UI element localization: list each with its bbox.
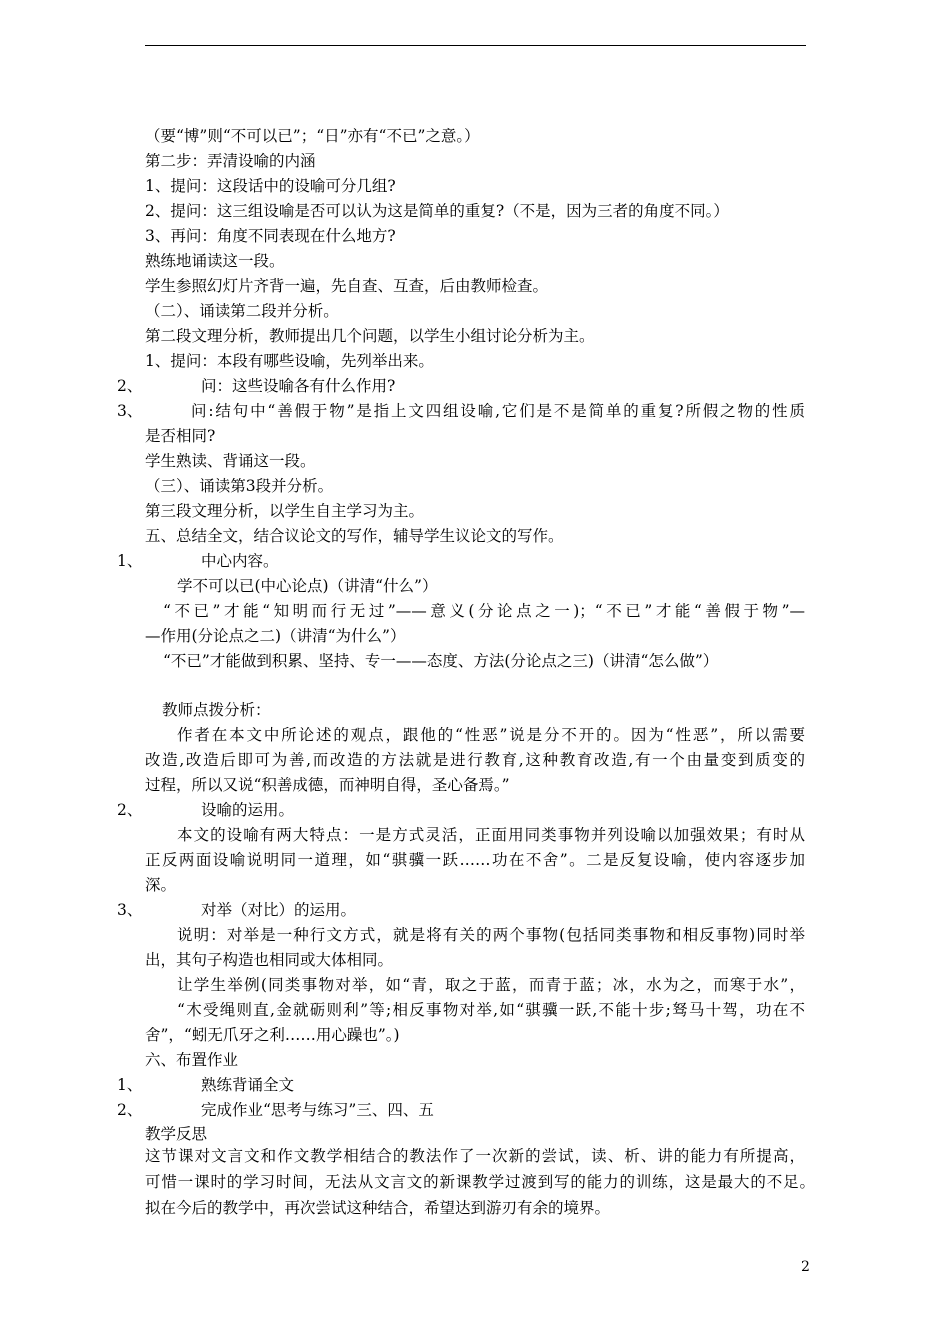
list-number: 1、 (117, 552, 143, 570)
text-line: 教师点拨分析： (162, 701, 271, 719)
header-rule (145, 45, 806, 46)
text-line: 学生熟读、背诵这一段。 (145, 452, 316, 470)
list-number: 2、 (117, 377, 143, 395)
text-line: “不已”才能做到积累、坚持、专一——态度、方法(分论点之三)（讲清“怎么做”） (163, 652, 719, 670)
text-line: 3、再问：角度不同表现在什么地方? (145, 227, 396, 245)
text-line: —作用(分论点之二)（讲清“为什么”） (145, 627, 406, 645)
text-line: 这节课对文言文和作文教学相结合的教法作了一次新的尝试，读、析、讲的能力有所提高， (145, 1147, 805, 1165)
text-line: 设喻的运用。 (201, 801, 295, 819)
text-line: 学不可以已(中心论点)（讲清“什么”） (177, 577, 438, 595)
text-line: 熟练背诵全文 (201, 1076, 295, 1094)
text-line: 六、布置作业 (145, 1051, 239, 1069)
page-number: 2 (801, 1259, 810, 1275)
text-line: “木受绳则直,金就砺则利”等;相反事物对举,如“骐骥一跃,不能十步;驽马十驾，功在不 (177, 1001, 805, 1019)
list-number: 2、 (117, 1101, 143, 1119)
text-line: 问：这些设喻各有什么作用? (201, 377, 396, 395)
text-line: 教学反思 (145, 1125, 208, 1143)
list-number: 1、 (117, 1076, 143, 1094)
text-line: 可惜一课时的学习时间，无法从文言文的新课教学过渡到写的能力的训练，这是最大的不足。 (145, 1173, 815, 1191)
text-line: 是否相同? (145, 427, 216, 445)
text-line: 1、提问：这段话中的设喻可分几组? (145, 177, 396, 195)
text-line: 出，其句子构造也相同或大体相同。 (145, 951, 394, 969)
list-number: 3、 (117, 901, 143, 919)
text-line: （三）、诵读第3段并分析。 (145, 477, 334, 495)
text-line: 中心内容。 (201, 552, 279, 570)
list-number: 2、 (117, 801, 143, 819)
text-line: 让学生举例(同类事物对举，如“青，取之于蓝，而青于蓝；冰，水为之，而寒于水”， (177, 976, 805, 994)
text-line: （要“博”则“不可以已”；“日”亦有“不已”之意。） (145, 127, 480, 145)
text-line: 熟练地诵读这一段。 (145, 252, 285, 270)
text-line: 作者在本文中所论述的观点，跟他的“性恶”说是分不开的。因为“性恶”，所以需要 (177, 726, 805, 744)
text-line: 正反两面设喻说明同一道理，如“骐骥一跃……功在不舍”。二是反复设喻，使内容逐步加 (145, 851, 805, 869)
text-line: 问:结句中“善假于物”是指上文四组设喻,它们是不是简单的重复?所假之物的性质 (191, 402, 805, 420)
text-line: （二）、诵读第二段并分析。 (145, 302, 339, 320)
text-line: 本文的设喻有两大特点：一是方式灵活，正面用同类事物并列设喻以加强效果；有时从 (177, 826, 805, 844)
text-line: 2、提问：这三组设喻是否可以认为这是简单的重复?（不是，因为三者的角度不同。） (145, 202, 729, 220)
text-line: 舍”，“蚓无爪牙之利……用心躁也”。) (145, 1026, 400, 1044)
text-line: 第二步：弄清设喻的内涵 (145, 152, 316, 170)
list-number: 3、 (117, 402, 143, 420)
text-line: 改造,改造后即可为善,而改造的方法就是进行教育,这种教育改造,有一个由量变到质变的 (145, 751, 805, 769)
text-line: 完成作业“思考与练习”三、四、五 (201, 1101, 434, 1119)
text-line: 过程，所以又说“积善成德，而神明自得，圣心备焉。” (145, 776, 510, 794)
text-line: 对举（对比）的运用。 (201, 901, 357, 919)
text-line: 深。 (145, 876, 177, 894)
text-line: 第三段文理分析，以学生自主学习为主。 (145, 502, 425, 520)
text-line: “不已”才能“知明而行无过”——意义(分论点之一)；“不已”才能“善假于物”— (163, 602, 805, 620)
text-line: 第二段文理分析，教师提出几个问题，以学生小组讨论分析为主。 (145, 327, 595, 345)
text-line: 1、提问：本段有哪些设喻，先列举出来。 (145, 352, 434, 370)
text-line: 拟在今后的教学中，再次尝试这种结合，希望达到游刃有余的境界。 (145, 1199, 611, 1217)
text-line: 五、总结全文，结合议论文的写作，辅导学生议论文的写作。 (145, 527, 564, 545)
text-line: 说明：对举是一种行文方式，就是将有关的两个事物(包括同类事物和相反事物)同时举 (177, 926, 805, 944)
text-line: 学生参照幻灯片齐背一遍，先自查、互查，后由教师检查。 (145, 277, 549, 295)
